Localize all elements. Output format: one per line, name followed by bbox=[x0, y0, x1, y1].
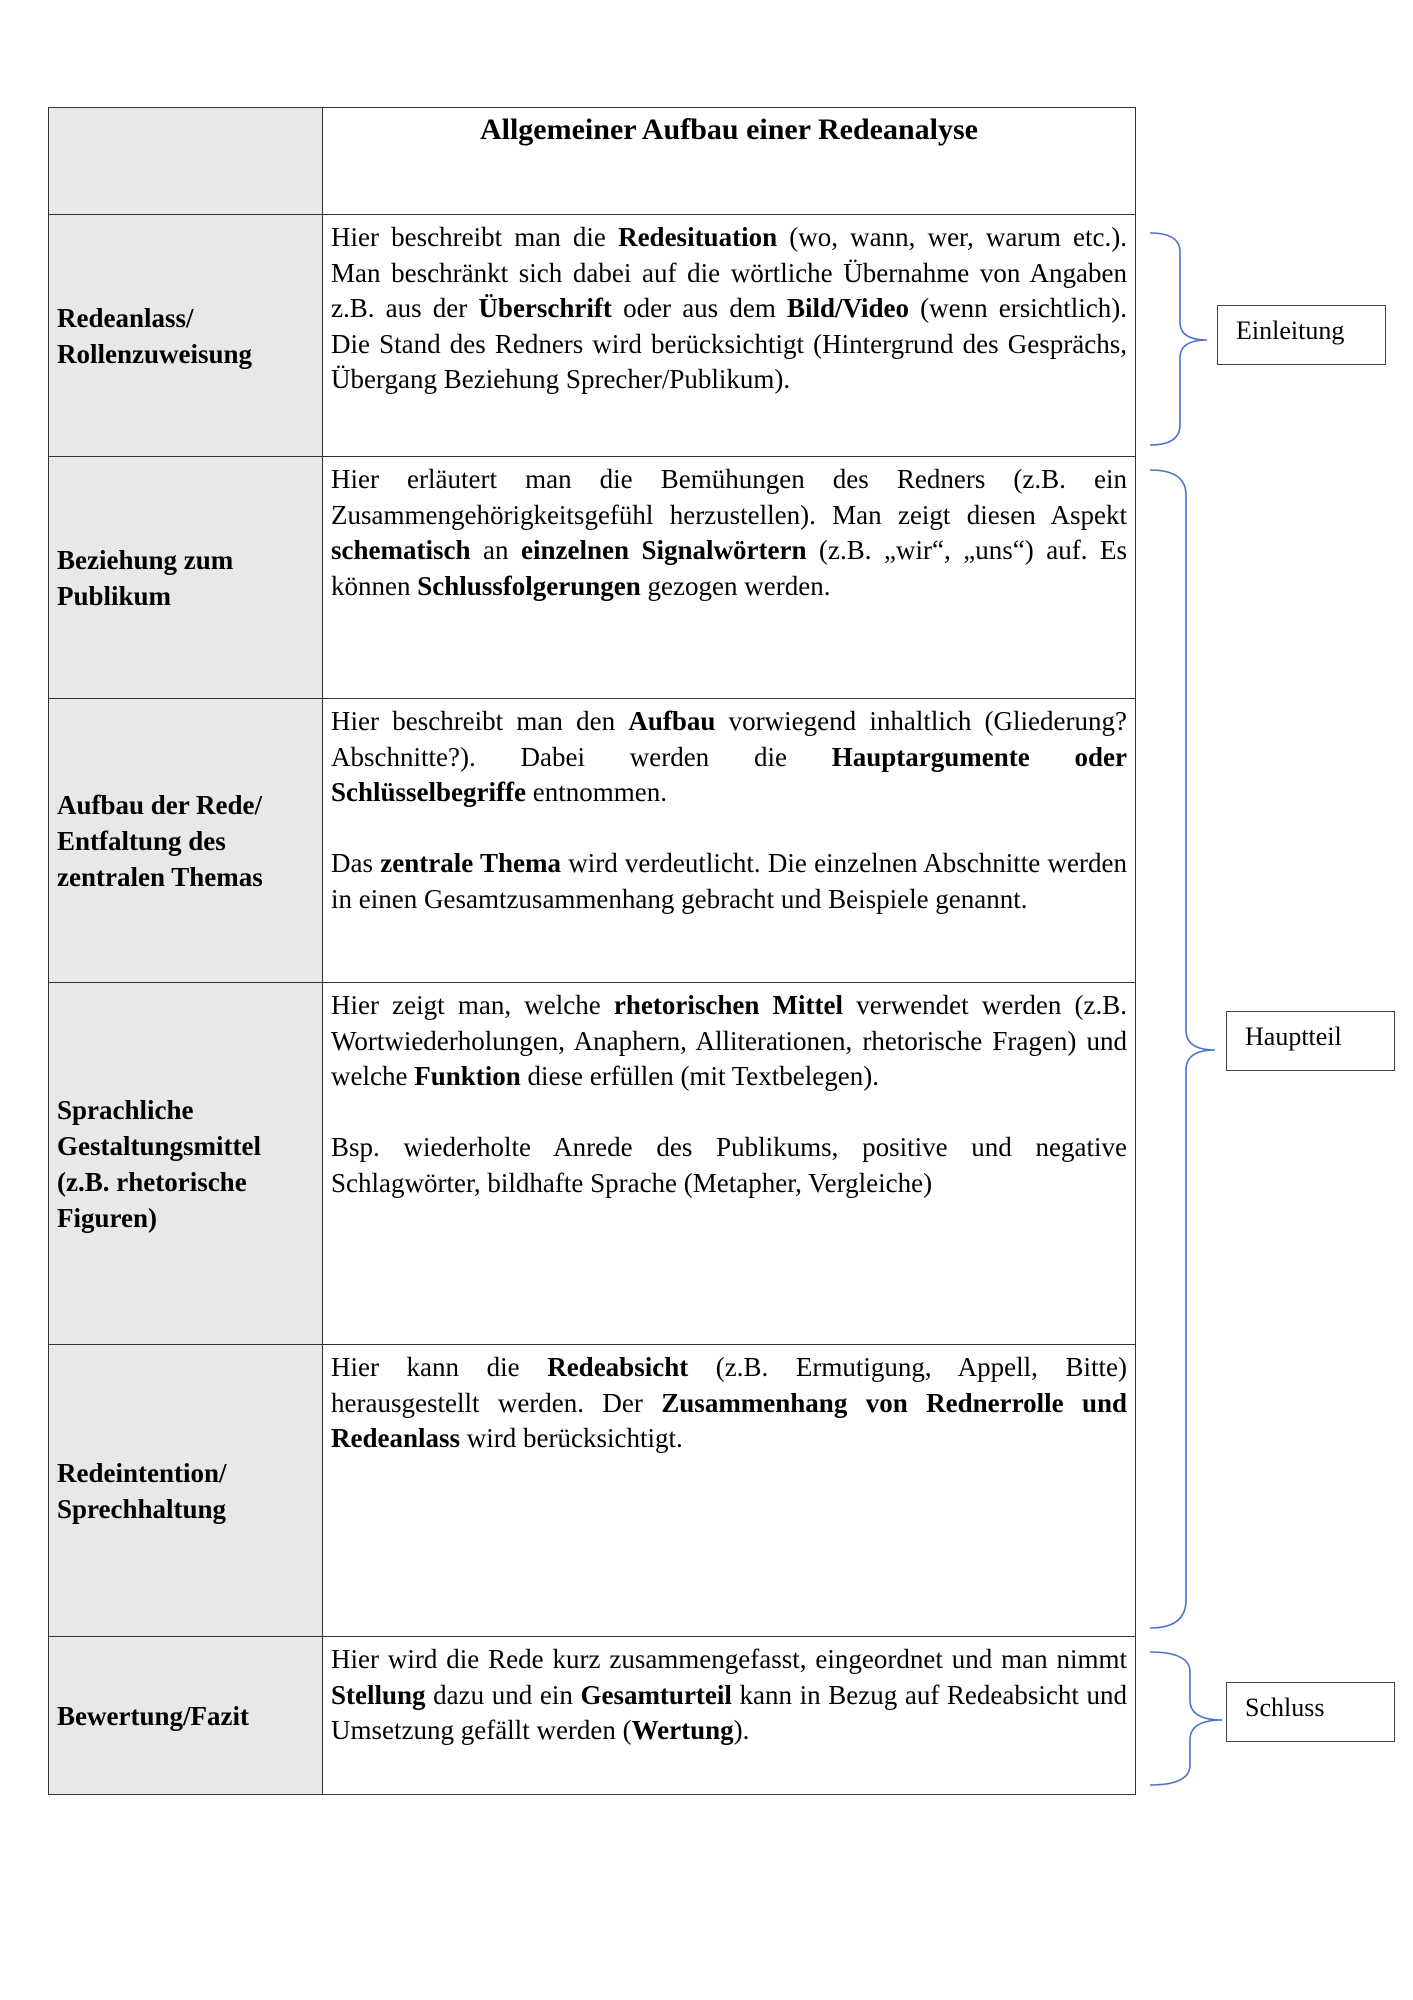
einleitung-bracket bbox=[1150, 233, 1207, 445]
row-label-line: Bewertung/Fazit bbox=[57, 1700, 249, 1731]
bold-term: Stellung bbox=[331, 1679, 426, 1710]
bold-term: zentrale Thema bbox=[380, 848, 561, 878]
row-label-line: Publikum bbox=[57, 580, 172, 611]
description-paragraph: Bsp. wiederholte Anrede des Publikums, positive und negative Schlagwörter, bildhafte Sprache (Metapher, Vergleiche) bbox=[331, 1132, 1127, 1198]
einleitung-box: Einleitung bbox=[1217, 305, 1386, 365]
row-label-line: Aufbau der Rede/ bbox=[57, 789, 263, 820]
bold-term: Aufbau bbox=[628, 706, 716, 736]
description-paragraph: Hier beschreibt man den Aufbau vorwiegend inhaltlich (Gliederung? Abschnitte?). Dabei werden die Hauptargumente oder Schlüsselbegriffe entnommen. bbox=[331, 706, 1127, 807]
bold-term: Zusammenhang von Rednerrolle und Redeanlass bbox=[331, 1387, 1127, 1453]
description-paragraph: Das zentrale Thema wird verdeutlicht. Die einzelnen Abschnitte werden in einen Gesamtzusammenhang gebracht und Beispiele genannt. bbox=[331, 848, 1127, 914]
row-label-line: Sprachliche bbox=[57, 1094, 194, 1125]
row-label-line: (z.B. rhetorische bbox=[57, 1166, 247, 1197]
row-label-line: Rollenzuweisung bbox=[57, 338, 253, 369]
bold-term: einzelnen Signalwörtern bbox=[521, 535, 807, 565]
description-paragraph: Hier erläutert man die Bemühungen des Redners (z.B. ein Zusammengehörigkeitsgefühl herzustellen). Man zeigt diesen Aspekt schematisch an einzelnen Signalwörtern (z.B. „wir“, „uns“) auf. Es können Schlussfolgerungen gezogen werden. bbox=[331, 464, 1127, 601]
row-label-line: Redeintention/ bbox=[57, 1457, 227, 1488]
row-label-line: Figuren) bbox=[57, 1202, 157, 1233]
bold-term: Funktion bbox=[414, 1061, 521, 1091]
bold-term: Gesamturteil bbox=[580, 1679, 732, 1710]
description-paragraph: Hier beschreibt man die Redesituation (wo, wann, wer, warum etc.). Man beschränkt sich dabei auf die wörtliche Übernahme von Angaben z.B. aus der Überschrift oder aus dem Bild/Video (wenn ersichtlich). Die Stand des Redners wird berücksichtigt (Hintergrund des Gesprächs, Übergang Beziehung Sprecher/Publikum). bbox=[331, 222, 1127, 394]
bold-term: Bild/Video bbox=[786, 293, 910, 323]
description-paragraph: Hier kann die Redeabsicht (z.B. Ermutigung, Appell, Bitte) herausgestellt werden. Der Zusammenhang von Rednerrolle und Redeanlass wird berücksichtigt. bbox=[331, 1352, 1127, 1453]
bold-term: Redeabsicht bbox=[547, 1352, 689, 1382]
bold-term: Redesituation bbox=[618, 222, 778, 252]
row-label-line: Beziehung zum bbox=[57, 544, 234, 575]
bold-term: schematisch bbox=[331, 535, 471, 565]
row-label-line: Gestaltungsmittel bbox=[57, 1130, 261, 1161]
row-label-line: Entfaltung des bbox=[57, 825, 226, 856]
schluss-box: Schluss bbox=[1226, 1682, 1395, 1742]
schluss-bracket bbox=[1150, 1652, 1222, 1785]
hauptteil-box: Hauptteil bbox=[1226, 1011, 1395, 1071]
bold-term: Hauptargumente oder Schlüsselbegriffe bbox=[331, 741, 1127, 807]
row-label-line: zentralen Themas bbox=[57, 861, 263, 892]
description-paragraph: Hier zeigt man, welche rhetorischen Mittel verwendet werden (z.B. Wortwiederholungen, Anaphern, Alliterationen, rhetorische Fragen) und welche Funktion diese erfüllen (mit Textbelegen). bbox=[331, 990, 1127, 1091]
description-paragraph: Hier wird die Rede kurz zusammengefasst, eingeordnet und man nimmt Stellung dazu und ein Gesamturteil kann in Bezug auf Redeabsicht und Umsetzung gefällt werden (Wertung). bbox=[331, 1644, 1127, 1745]
bold-term: Überschrift bbox=[478, 293, 612, 323]
hauptteil-bracket bbox=[1150, 470, 1215, 1628]
row-label-line: Redeanlass/ bbox=[57, 302, 194, 333]
bold-term: Schlussfolgerungen bbox=[417, 570, 641, 601]
bold-term: rhetorischen Mittel bbox=[613, 990, 844, 1020]
table-title: Allgemeiner Aufbau einer Redeanalyse bbox=[323, 108, 1136, 215]
row-label-line: Sprechhaltung bbox=[57, 1493, 227, 1524]
bold-term: Wertung bbox=[631, 1715, 734, 1745]
